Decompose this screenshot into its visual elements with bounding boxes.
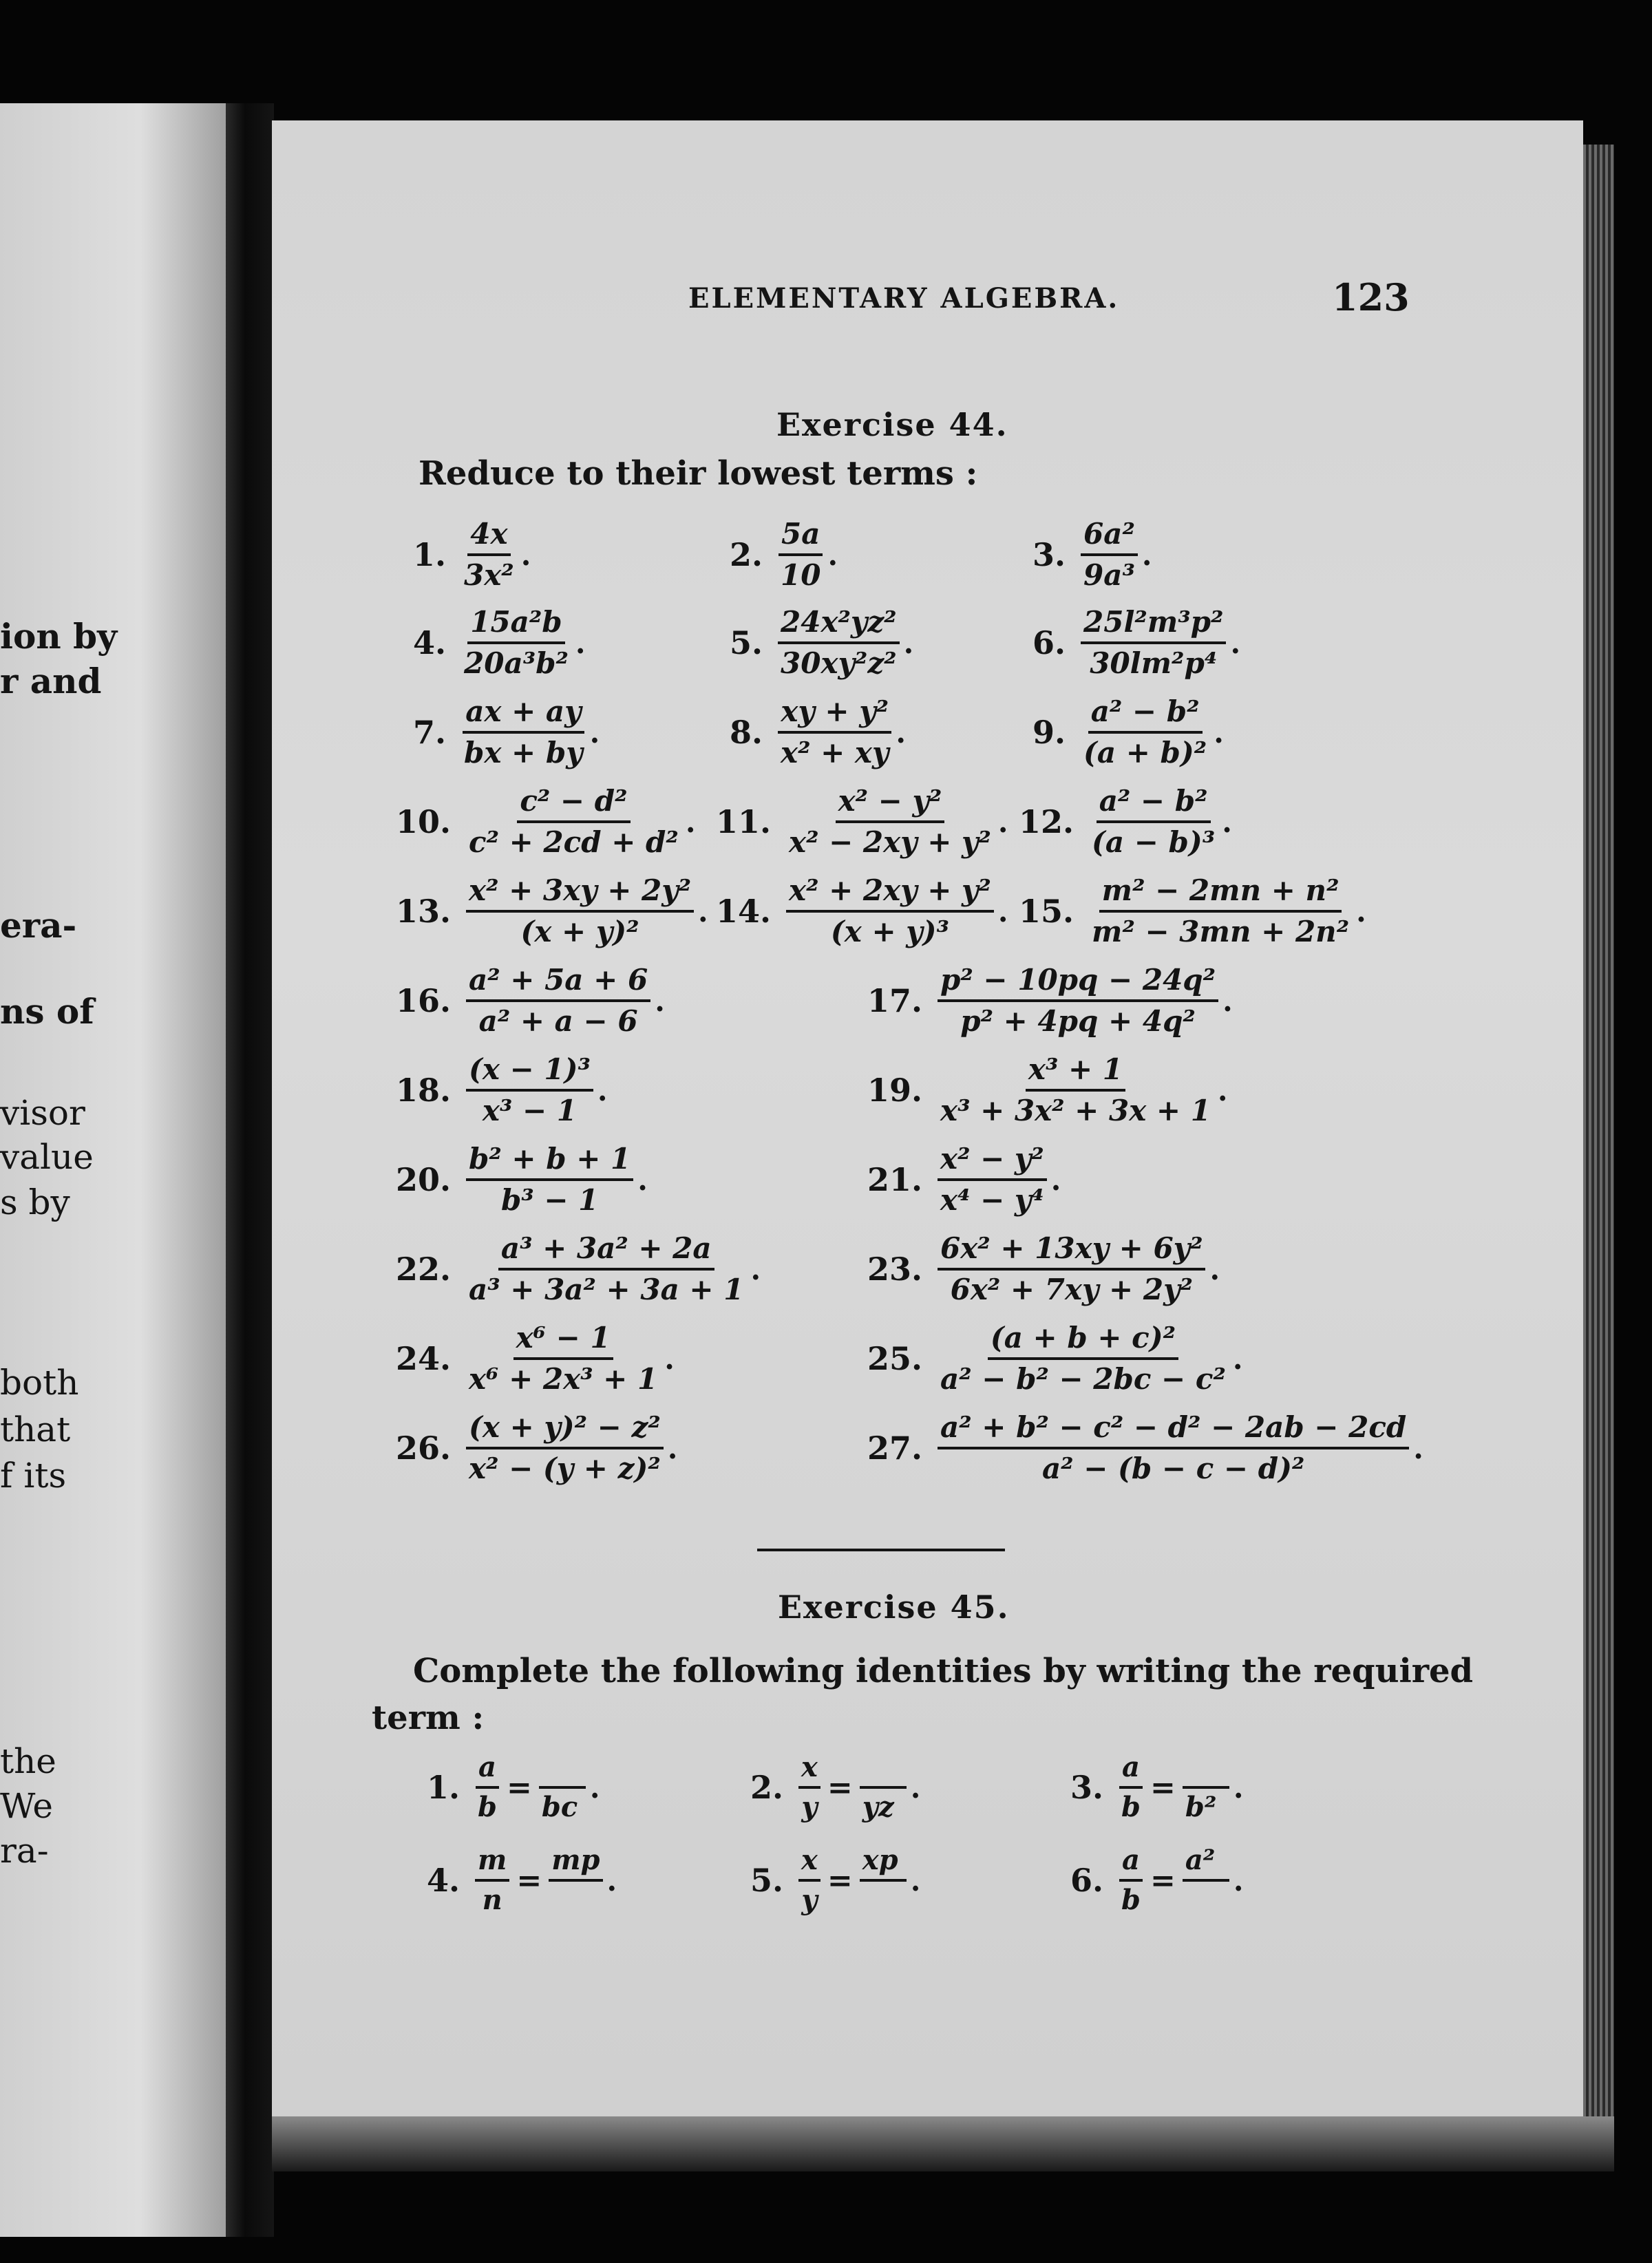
numerator: 6a² xyxy=(1081,518,1138,556)
problem-number: 7. xyxy=(413,714,447,752)
equals-sign: = xyxy=(1150,1770,1176,1805)
numerator: a² + b² − c² − d² − 2ab − 2cd xyxy=(938,1411,1409,1449)
problem-item xyxy=(730,518,838,593)
numerator: m² − 2mn + n² xyxy=(1099,874,1342,913)
left-fragment: the xyxy=(0,1741,56,1781)
fraction xyxy=(466,964,650,1039)
identity-item xyxy=(750,1752,920,1823)
left-fraction xyxy=(475,1845,509,1916)
fraction xyxy=(466,1321,660,1396)
problem-number: 4. xyxy=(413,624,447,662)
period: . xyxy=(520,538,531,572)
denominator: n xyxy=(482,1884,502,1916)
left-fragment: f its xyxy=(0,1456,67,1496)
period: . xyxy=(903,626,914,660)
period: . xyxy=(1141,538,1152,572)
fraction xyxy=(938,964,1218,1039)
denominator: (x + y)² xyxy=(520,915,639,949)
numerator: a xyxy=(1119,1845,1143,1882)
problem-number: 12. xyxy=(1019,803,1074,841)
numerator: 25l²m³p² xyxy=(1081,606,1226,644)
fraction xyxy=(938,1053,1214,1128)
problem-number: 17. xyxy=(867,982,923,1020)
denominator: (a + b)² xyxy=(1083,736,1207,770)
problem-item xyxy=(396,1143,648,1218)
period: . xyxy=(698,894,708,928)
denominator: a³ + 3a² + 3a + 1 xyxy=(469,1273,744,1307)
denominator: 3x² xyxy=(464,558,514,593)
problem-number: 18. xyxy=(396,1072,452,1109)
running-header: ELEMENTARY ALGEBRA. xyxy=(688,282,1120,315)
period: . xyxy=(1232,1341,1243,1376)
fraction xyxy=(461,695,586,770)
right-fraction xyxy=(549,1845,602,1916)
right-fraction xyxy=(539,1752,586,1823)
denominator: m² − 3mn + 2n² xyxy=(1092,915,1350,949)
left-fragment: visor xyxy=(0,1093,85,1133)
denominator: bx + by xyxy=(464,736,583,770)
numerator: a² xyxy=(1183,1845,1229,1882)
fraction xyxy=(466,785,681,860)
left-fragment: both xyxy=(0,1363,79,1403)
problem-item xyxy=(413,695,600,770)
period: . xyxy=(1230,626,1241,660)
problem-number: 16. xyxy=(396,982,452,1020)
right-fraction xyxy=(860,1845,907,1916)
denominator: x³ − 1 xyxy=(482,1094,577,1128)
page-edges xyxy=(1583,145,1614,2134)
problem-number: 20. xyxy=(396,1161,452,1199)
problem-number: 3. xyxy=(1032,536,1066,574)
period: . xyxy=(1356,894,1366,928)
numerator: xy + y² xyxy=(778,695,891,734)
period: . xyxy=(910,1770,921,1805)
problem-number: 24. xyxy=(396,1340,452,1378)
problem-item xyxy=(1019,874,1366,949)
denominator: b³ − 1 xyxy=(500,1183,599,1218)
fraction xyxy=(466,874,694,949)
problem-item xyxy=(396,1321,675,1396)
problem-number: 21. xyxy=(867,1161,923,1199)
fraction xyxy=(778,695,891,770)
problem-number: 1. xyxy=(413,536,447,574)
period: . xyxy=(1222,984,1233,1018)
left-fragment: value xyxy=(0,1137,94,1177)
period: . xyxy=(997,894,1008,928)
equals-sign: = xyxy=(827,1770,853,1805)
problem-number: 11. xyxy=(716,803,772,841)
equals-sign: = xyxy=(507,1770,532,1805)
denominator xyxy=(1183,1882,1229,1916)
denominator: bc xyxy=(541,1791,578,1823)
denominator: b xyxy=(478,1791,497,1823)
period: . xyxy=(655,984,665,1018)
right-fraction xyxy=(1183,1752,1229,1823)
period: . xyxy=(1050,1162,1061,1197)
left-fragment: era- xyxy=(0,905,77,946)
denominator: x³ + 3x² + 3x + 1 xyxy=(940,1094,1211,1128)
fraction xyxy=(1089,785,1218,860)
numerator: p² − 10pq − 24q² xyxy=(938,964,1218,1002)
exercise-44-heading: Exercise 44. xyxy=(776,406,1008,443)
identity-item xyxy=(750,1845,920,1916)
denominator: b xyxy=(1121,1791,1141,1823)
numerator: (x − 1)³ xyxy=(466,1053,593,1092)
left-fragment: We xyxy=(0,1786,53,1826)
problem-number: 23. xyxy=(867,1251,923,1288)
problem-item xyxy=(1032,518,1152,593)
numerator: a² + 5a + 6 xyxy=(466,964,650,1002)
numerator xyxy=(1183,1752,1229,1789)
problem-item xyxy=(716,785,1008,860)
problem-number: 9. xyxy=(1032,714,1066,752)
denominator: 9a³ xyxy=(1083,558,1135,593)
numerator: m xyxy=(475,1845,509,1882)
left-fraction xyxy=(475,1752,500,1823)
period: . xyxy=(1209,1252,1220,1286)
denominator: 10 xyxy=(781,558,821,593)
exercise-45-heading: Exercise 45. xyxy=(778,1589,1010,1626)
numerator: x² − y² xyxy=(836,785,945,823)
problem-number: 10. xyxy=(396,803,452,841)
equals-sign: = xyxy=(516,1862,542,1898)
numerator: (a + b + c)² xyxy=(988,1321,1178,1360)
identity-item xyxy=(427,1845,617,1916)
period: . xyxy=(1233,1863,1244,1898)
problem-item xyxy=(867,1411,1423,1486)
numerator: x³ + 1 xyxy=(1026,1053,1125,1092)
problem-number: 13. xyxy=(396,893,452,931)
problem-item xyxy=(867,1232,1220,1307)
problem-item xyxy=(413,606,585,681)
fraction xyxy=(461,606,571,681)
left-fraction xyxy=(798,1752,820,1823)
problem-item xyxy=(396,964,665,1039)
problem-number: 19. xyxy=(867,1072,923,1109)
period: . xyxy=(575,626,586,660)
identity-item xyxy=(1070,1752,1244,1823)
left-fragment: s by xyxy=(0,1182,70,1222)
fraction xyxy=(466,1232,746,1307)
problem-number: 5. xyxy=(730,624,763,662)
fraction xyxy=(938,1411,1409,1486)
fraction xyxy=(1081,518,1138,593)
numerator: mp xyxy=(549,1845,602,1882)
numerator: c² − d² xyxy=(517,785,630,823)
numerator: x² − y² xyxy=(938,1143,1047,1181)
fraction xyxy=(786,874,994,949)
period: . xyxy=(1222,805,1232,839)
book-gutter xyxy=(226,103,274,2237)
period: . xyxy=(637,1162,648,1197)
denominator xyxy=(552,1882,599,1916)
right-fraction xyxy=(860,1752,907,1823)
denominator: 30lm²p⁴ xyxy=(1090,646,1218,681)
exercise-45-instruction-line1: Complete the following identities by writing the required xyxy=(413,1652,1474,1690)
period: . xyxy=(910,1863,921,1898)
fraction xyxy=(1081,695,1209,770)
period: . xyxy=(1214,715,1224,750)
numerator xyxy=(539,1752,586,1789)
period: . xyxy=(685,805,696,839)
denominator: a² + a − 6 xyxy=(478,1004,638,1039)
left-fraction xyxy=(798,1845,820,1916)
identity-item xyxy=(1070,1845,1244,1916)
problem-number: 26. xyxy=(396,1430,452,1467)
left-fraction xyxy=(1119,1845,1143,1916)
fraction xyxy=(466,1143,633,1218)
denominator: (x + y)³ xyxy=(830,915,949,949)
denominator: b xyxy=(1121,1884,1141,1916)
problem-number: 6. xyxy=(1032,624,1066,662)
fraction xyxy=(466,1053,593,1128)
numerator: 5a xyxy=(779,518,823,556)
period: . xyxy=(997,805,1008,839)
problem-item xyxy=(867,964,1233,1039)
numerator: xp xyxy=(860,1845,907,1882)
equals-sign: = xyxy=(1150,1862,1176,1898)
period: . xyxy=(589,1770,600,1805)
denominator: b² xyxy=(1185,1791,1217,1823)
numerator: x xyxy=(798,1845,820,1882)
denominator: (a − b)³ xyxy=(1092,825,1216,860)
denominator: 20a³b² xyxy=(464,646,569,681)
fraction xyxy=(938,1321,1229,1396)
period: . xyxy=(667,1431,678,1465)
problem-number: 5. xyxy=(750,1862,784,1899)
problem-number: 8. xyxy=(730,714,763,752)
problem-number: 1. xyxy=(427,1769,460,1806)
numerator: a xyxy=(476,1752,499,1789)
denominator: y xyxy=(801,1884,818,1916)
numerator: (x + y)² − z² xyxy=(466,1411,664,1449)
problem-number: 2. xyxy=(730,536,763,574)
fraction xyxy=(938,1232,1205,1307)
fraction xyxy=(786,785,994,860)
problem-number: 22. xyxy=(396,1251,452,1288)
period: . xyxy=(664,1341,675,1376)
numerator: 4x xyxy=(467,518,510,556)
denominator: a² − (b − c − d)² xyxy=(1041,1452,1305,1486)
denominator: p² + 4pq + 4q² xyxy=(960,1004,1196,1039)
denominator: a² − b² − 2bc − c² xyxy=(940,1362,1226,1396)
exercise-44-instruction: Reduce to their lowest terms : xyxy=(419,454,978,493)
left-fragment: r and xyxy=(0,661,102,701)
problem-number: 25. xyxy=(867,1340,923,1378)
numerator: a³ + 3a² + 2a xyxy=(498,1232,714,1271)
denominator: 30xy²z² xyxy=(781,646,897,681)
problem-number: 15. xyxy=(1019,893,1074,931)
problem-number: 14. xyxy=(716,893,772,931)
problem-number: 2. xyxy=(750,1769,784,1806)
denominator: x⁴ − y⁴ xyxy=(940,1183,1044,1218)
problem-item xyxy=(730,606,913,681)
fraction xyxy=(461,518,517,593)
left-fraction xyxy=(1119,1752,1143,1823)
left-fragment: ra- xyxy=(0,1831,49,1871)
problem-item xyxy=(1019,785,1232,860)
denominator: x² + xy xyxy=(781,736,889,770)
fraction xyxy=(1089,874,1352,949)
denominator: 6x² + 7xy + 2y² xyxy=(950,1273,1193,1307)
numerator: x xyxy=(798,1752,820,1789)
period: . xyxy=(827,538,838,572)
period: . xyxy=(606,1863,617,1898)
numerator: ax + ay xyxy=(463,695,584,734)
denominator: x⁶ + 2x³ + 1 xyxy=(469,1362,658,1396)
numerator: 15a²b xyxy=(467,606,564,644)
left-fragment: ion by xyxy=(0,616,118,657)
problem-number: 27. xyxy=(867,1430,923,1467)
denominator: y xyxy=(801,1791,818,1823)
fraction xyxy=(938,1143,1047,1218)
problem-item xyxy=(396,1053,608,1128)
denominator: c² + 2cd + d² xyxy=(469,825,679,860)
page-number: 123 xyxy=(1332,275,1410,319)
exercise-45-instruction-line2: term : xyxy=(372,1699,485,1737)
fraction xyxy=(1081,606,1226,681)
period: . xyxy=(1233,1770,1244,1805)
numerator: x⁶ − 1 xyxy=(513,1321,613,1360)
problem-item xyxy=(867,1053,1228,1128)
numerator: a² − b² xyxy=(1088,695,1203,734)
numerator: 6x² + 13xy + 6y² xyxy=(938,1232,1205,1271)
problem-item xyxy=(396,874,708,949)
period: . xyxy=(750,1252,761,1286)
period: . xyxy=(597,1073,608,1107)
numerator: 24x²yz² xyxy=(778,606,900,644)
problem-number: 4. xyxy=(427,1862,460,1899)
problem-item xyxy=(716,874,1008,949)
period: . xyxy=(589,715,600,750)
problem-item xyxy=(730,695,906,770)
problem-item xyxy=(413,518,531,593)
problem-number: 6. xyxy=(1070,1862,1104,1899)
numerator: x² + 2xy + y² xyxy=(786,874,994,913)
numerator xyxy=(860,1752,907,1789)
numerator: x² + 3xy + 2y² xyxy=(466,874,694,913)
numerator: b² + b + 1 xyxy=(466,1143,633,1181)
bottom-shadow xyxy=(272,2116,1614,2171)
denominator: x² − (y + z)² xyxy=(469,1452,661,1486)
fraction xyxy=(778,606,900,681)
identity-item xyxy=(427,1752,600,1823)
problem-item xyxy=(867,1143,1061,1218)
denominator: yz xyxy=(862,1791,894,1823)
denominator: x² − 2xy + y² xyxy=(789,825,991,860)
problem-item xyxy=(1032,695,1224,770)
problem-item xyxy=(396,1232,761,1307)
problem-item xyxy=(1032,606,1240,681)
left-fragment: ns of xyxy=(0,991,94,1032)
period: . xyxy=(896,715,906,750)
period: . xyxy=(1413,1431,1423,1465)
numerator: a xyxy=(1119,1752,1143,1789)
problem-item xyxy=(396,1411,677,1486)
period: . xyxy=(1217,1073,1228,1107)
fraction xyxy=(466,1411,664,1486)
problem-item xyxy=(867,1321,1242,1396)
denominator xyxy=(860,1882,907,1916)
equals-sign: = xyxy=(827,1862,853,1898)
problem-item xyxy=(396,785,695,860)
right-fraction xyxy=(1183,1845,1229,1916)
fraction xyxy=(778,518,823,593)
left-fragment: that xyxy=(0,1410,71,1449)
section-divider xyxy=(757,1549,1005,1551)
problem-number: 3. xyxy=(1070,1769,1104,1806)
numerator: a² − b² xyxy=(1097,785,1211,823)
